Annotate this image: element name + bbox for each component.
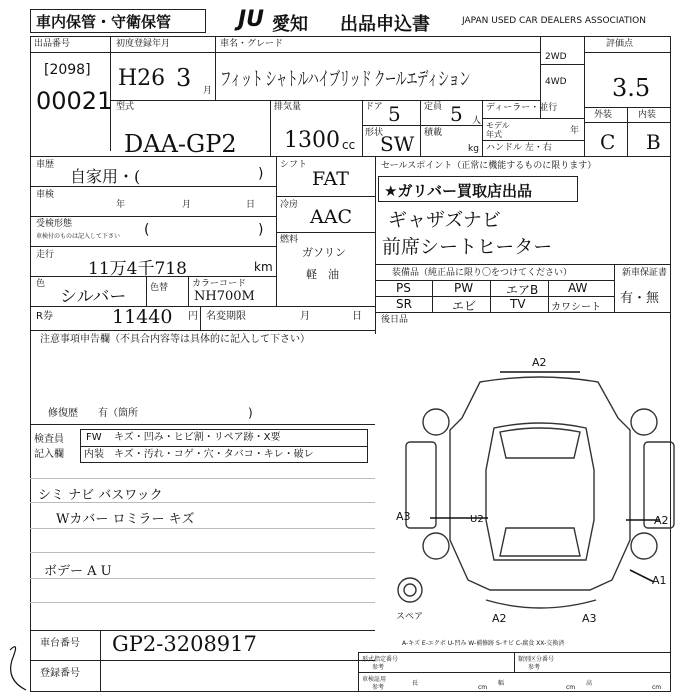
drive-2wd: 2WD: [545, 52, 567, 62]
reception-label: 受検形態: [36, 219, 73, 229]
listing-number-label: 出品番号: [34, 39, 71, 49]
car-name-label: 車名・グレード: [220, 39, 284, 49]
repair-history-close: ): [248, 406, 253, 420]
selling-banner: ★ガリバー買取店出品: [384, 182, 532, 200]
first-registration-label: 初度登録年月: [116, 39, 171, 49]
storage-label: 車内保管・守衛保管: [36, 13, 172, 31]
displacement-label: 排気量: [274, 102, 302, 112]
color-code-value: NH700M: [194, 289, 255, 304]
capacity-value: 5: [450, 102, 463, 126]
selling-line-1: ギャザズナビ: [388, 209, 501, 231]
capacity-unit: 人: [472, 116, 482, 126]
shift-label: シフト: [280, 160, 308, 170]
damage-mark-bottom-2: A3: [582, 612, 597, 625]
repair-history-label: 修復歴 有（箇所: [48, 408, 138, 419]
inspector-row-2: キズ・汚れ・コゲ・穴・タバコ・キレ・破レ: [114, 449, 314, 460]
month-unit: 月: [203, 86, 213, 96]
interior-grade: B: [646, 130, 661, 154]
damage-mark-bottom-1: A2: [492, 612, 507, 625]
color-value: シルバー: [60, 287, 127, 307]
listing-number: 00021: [36, 87, 113, 115]
form-title: 出品申込書: [340, 14, 430, 35]
capacity-label: 定員: [424, 102, 443, 112]
equip-navi: エビ: [452, 299, 477, 313]
back-order-label: 後日品: [381, 315, 409, 325]
inspector-interior: 内装: [84, 449, 104, 460]
notes-label: 注意事項申告欄（不具合内容等は具体的に記入して下さい）: [40, 334, 310, 345]
damage-mark-left-1: A3: [396, 510, 411, 523]
class-number-label: 類別区分番号: [518, 656, 555, 663]
model-year-unit: 年: [570, 126, 580, 136]
inspector-row-1: キズ・凹み・ヒビ割・リペア跡・X要: [114, 432, 281, 443]
damage-mark-right-2: A1: [652, 574, 667, 587]
spare-label: スペア: [396, 612, 424, 622]
fuel-gasoline: ガソリン: [302, 246, 346, 259]
inspection-day: 日: [246, 200, 256, 210]
model-type-value: DAA-GP2: [124, 130, 237, 158]
name-change-month: 月: [300, 311, 310, 322]
damage-legend: A-キズ E-エクボ U-凹み W-補修跡 S-サビ C-腐食 XX-交換済: [402, 640, 565, 647]
listing-number-small: [2098]: [44, 62, 91, 78]
inspector-label-1: 検査員: [34, 434, 64, 445]
equipment-label: 装備品（純正品に限り〇をつけてください）: [392, 268, 573, 278]
tax-unit: 円: [188, 311, 198, 322]
door-value: 5: [388, 102, 401, 126]
equip-ps: PS: [396, 281, 411, 295]
shape-label: 形状: [365, 128, 384, 138]
color-label: 色: [36, 279, 46, 289]
registration-year: H26: [118, 66, 166, 91]
tax-value: 11440: [112, 306, 173, 328]
interior-label: 内装: [638, 110, 657, 120]
selling-line-2: 前席シートヒーター: [382, 236, 553, 258]
history-close: ): [258, 166, 264, 182]
equip-airbag: エアB: [506, 283, 539, 297]
height-label: 高: [586, 680, 593, 687]
shape-value: SW: [380, 132, 415, 156]
length-label: 長: [412, 680, 419, 687]
new-warranty-label: 新車保証書: [622, 268, 668, 278]
remark-line-1: シミ ナビ バスワック: [38, 488, 163, 503]
inspection-year: 年: [116, 200, 126, 210]
door-label: ドア: [365, 102, 383, 112]
score-label: 評価点: [606, 39, 634, 49]
equip-leather-seat: カワシート: [551, 302, 601, 313]
certificate-ref: 参考: [372, 684, 385, 691]
association-name: JAPAN USED CAR DEALERS ASSOCIATION: [462, 16, 646, 26]
displacement-unit: cc: [342, 138, 356, 152]
color-change-label: 色替: [150, 283, 169, 293]
fuel-diesel: 軽 油: [306, 268, 339, 281]
car-name-value: フィット シャトルハイブリッド クールエディション: [220, 68, 470, 90]
drive-4wd: 4WD: [545, 77, 567, 87]
width-label: 幅: [498, 680, 505, 687]
history-value: 自家用・(: [70, 167, 141, 186]
tax-label: R券: [36, 311, 53, 322]
inspector-label-2: 記入欄: [34, 449, 64, 460]
ju-logo: JU: [238, 7, 265, 32]
history-label: 車歴: [36, 160, 55, 170]
selling-points-label: セールスポイント（正常に機能するものに限ります）: [381, 161, 597, 171]
spec-number-ref: 参考: [372, 664, 385, 671]
new-warranty-value: 有・無: [620, 291, 660, 306]
certificate-label: 車検証用: [362, 676, 387, 683]
remark-line-3: ボデー A U: [44, 564, 112, 579]
damage-mark-top: A2: [532, 356, 547, 369]
score-value: 3.5: [612, 74, 651, 102]
name-change-label: 名変期限: [206, 311, 246, 322]
equip-aw: AW: [568, 281, 588, 295]
handle-label: ハンドル 左・右: [486, 143, 552, 153]
model-type-label: 型式: [116, 102, 135, 112]
damage-mark-right-1: A2: [654, 514, 669, 527]
reception-paren-close: ): [258, 222, 264, 238]
load-label: 積載: [424, 128, 443, 138]
mileage-value: 11万4千718: [88, 259, 187, 279]
model-year-label: モデル年式: [486, 121, 510, 139]
chassis-value: GP2-3208917: [112, 632, 257, 656]
exterior-grade: C: [600, 130, 616, 154]
inspector-fw: FW: [86, 432, 102, 443]
reception-sublabel: 車検付のものは記入して下さい: [36, 233, 121, 240]
mileage-unit: km: [254, 260, 273, 274]
registration-month: 3: [176, 64, 192, 92]
chassis-label: 車台番号: [40, 638, 80, 649]
mileage-label: 走行: [36, 250, 55, 260]
spec-number-label: 形式指定番号: [362, 656, 399, 663]
load-unit: kg: [468, 144, 479, 154]
fuel-label: 燃料: [280, 235, 299, 245]
cooler-value: AAC: [310, 206, 352, 228]
width-unit: cm: [566, 684, 576, 691]
org-name: 愛知: [272, 14, 308, 35]
length-unit: cm: [478, 684, 488, 691]
reception-paren-open: (: [144, 222, 150, 238]
damage-mark-left-2: U2: [470, 514, 484, 525]
plate-label: 登録番号: [40, 668, 80, 679]
inspection-label: 車検: [36, 190, 55, 200]
cooler-label: 冷房: [280, 200, 299, 210]
exterior-label: 外装: [594, 110, 613, 120]
displacement-value: 1300: [284, 128, 340, 153]
equip-sr: SR: [396, 297, 412, 311]
shift-value: FAT: [312, 168, 349, 190]
equip-tv: TV: [510, 297, 526, 311]
name-change-day: 日: [352, 311, 362, 322]
equip-pw: PW: [454, 281, 474, 295]
remark-line-2: Wカバー ロミラー キズ: [56, 512, 195, 527]
height-unit: cm: [652, 684, 662, 691]
class-number-ref: 参考: [528, 664, 541, 671]
dealer-label: ディーラー・並行: [486, 103, 558, 113]
inspection-month: 月: [182, 200, 192, 210]
color-code-label: カラーコード: [192, 279, 247, 289]
